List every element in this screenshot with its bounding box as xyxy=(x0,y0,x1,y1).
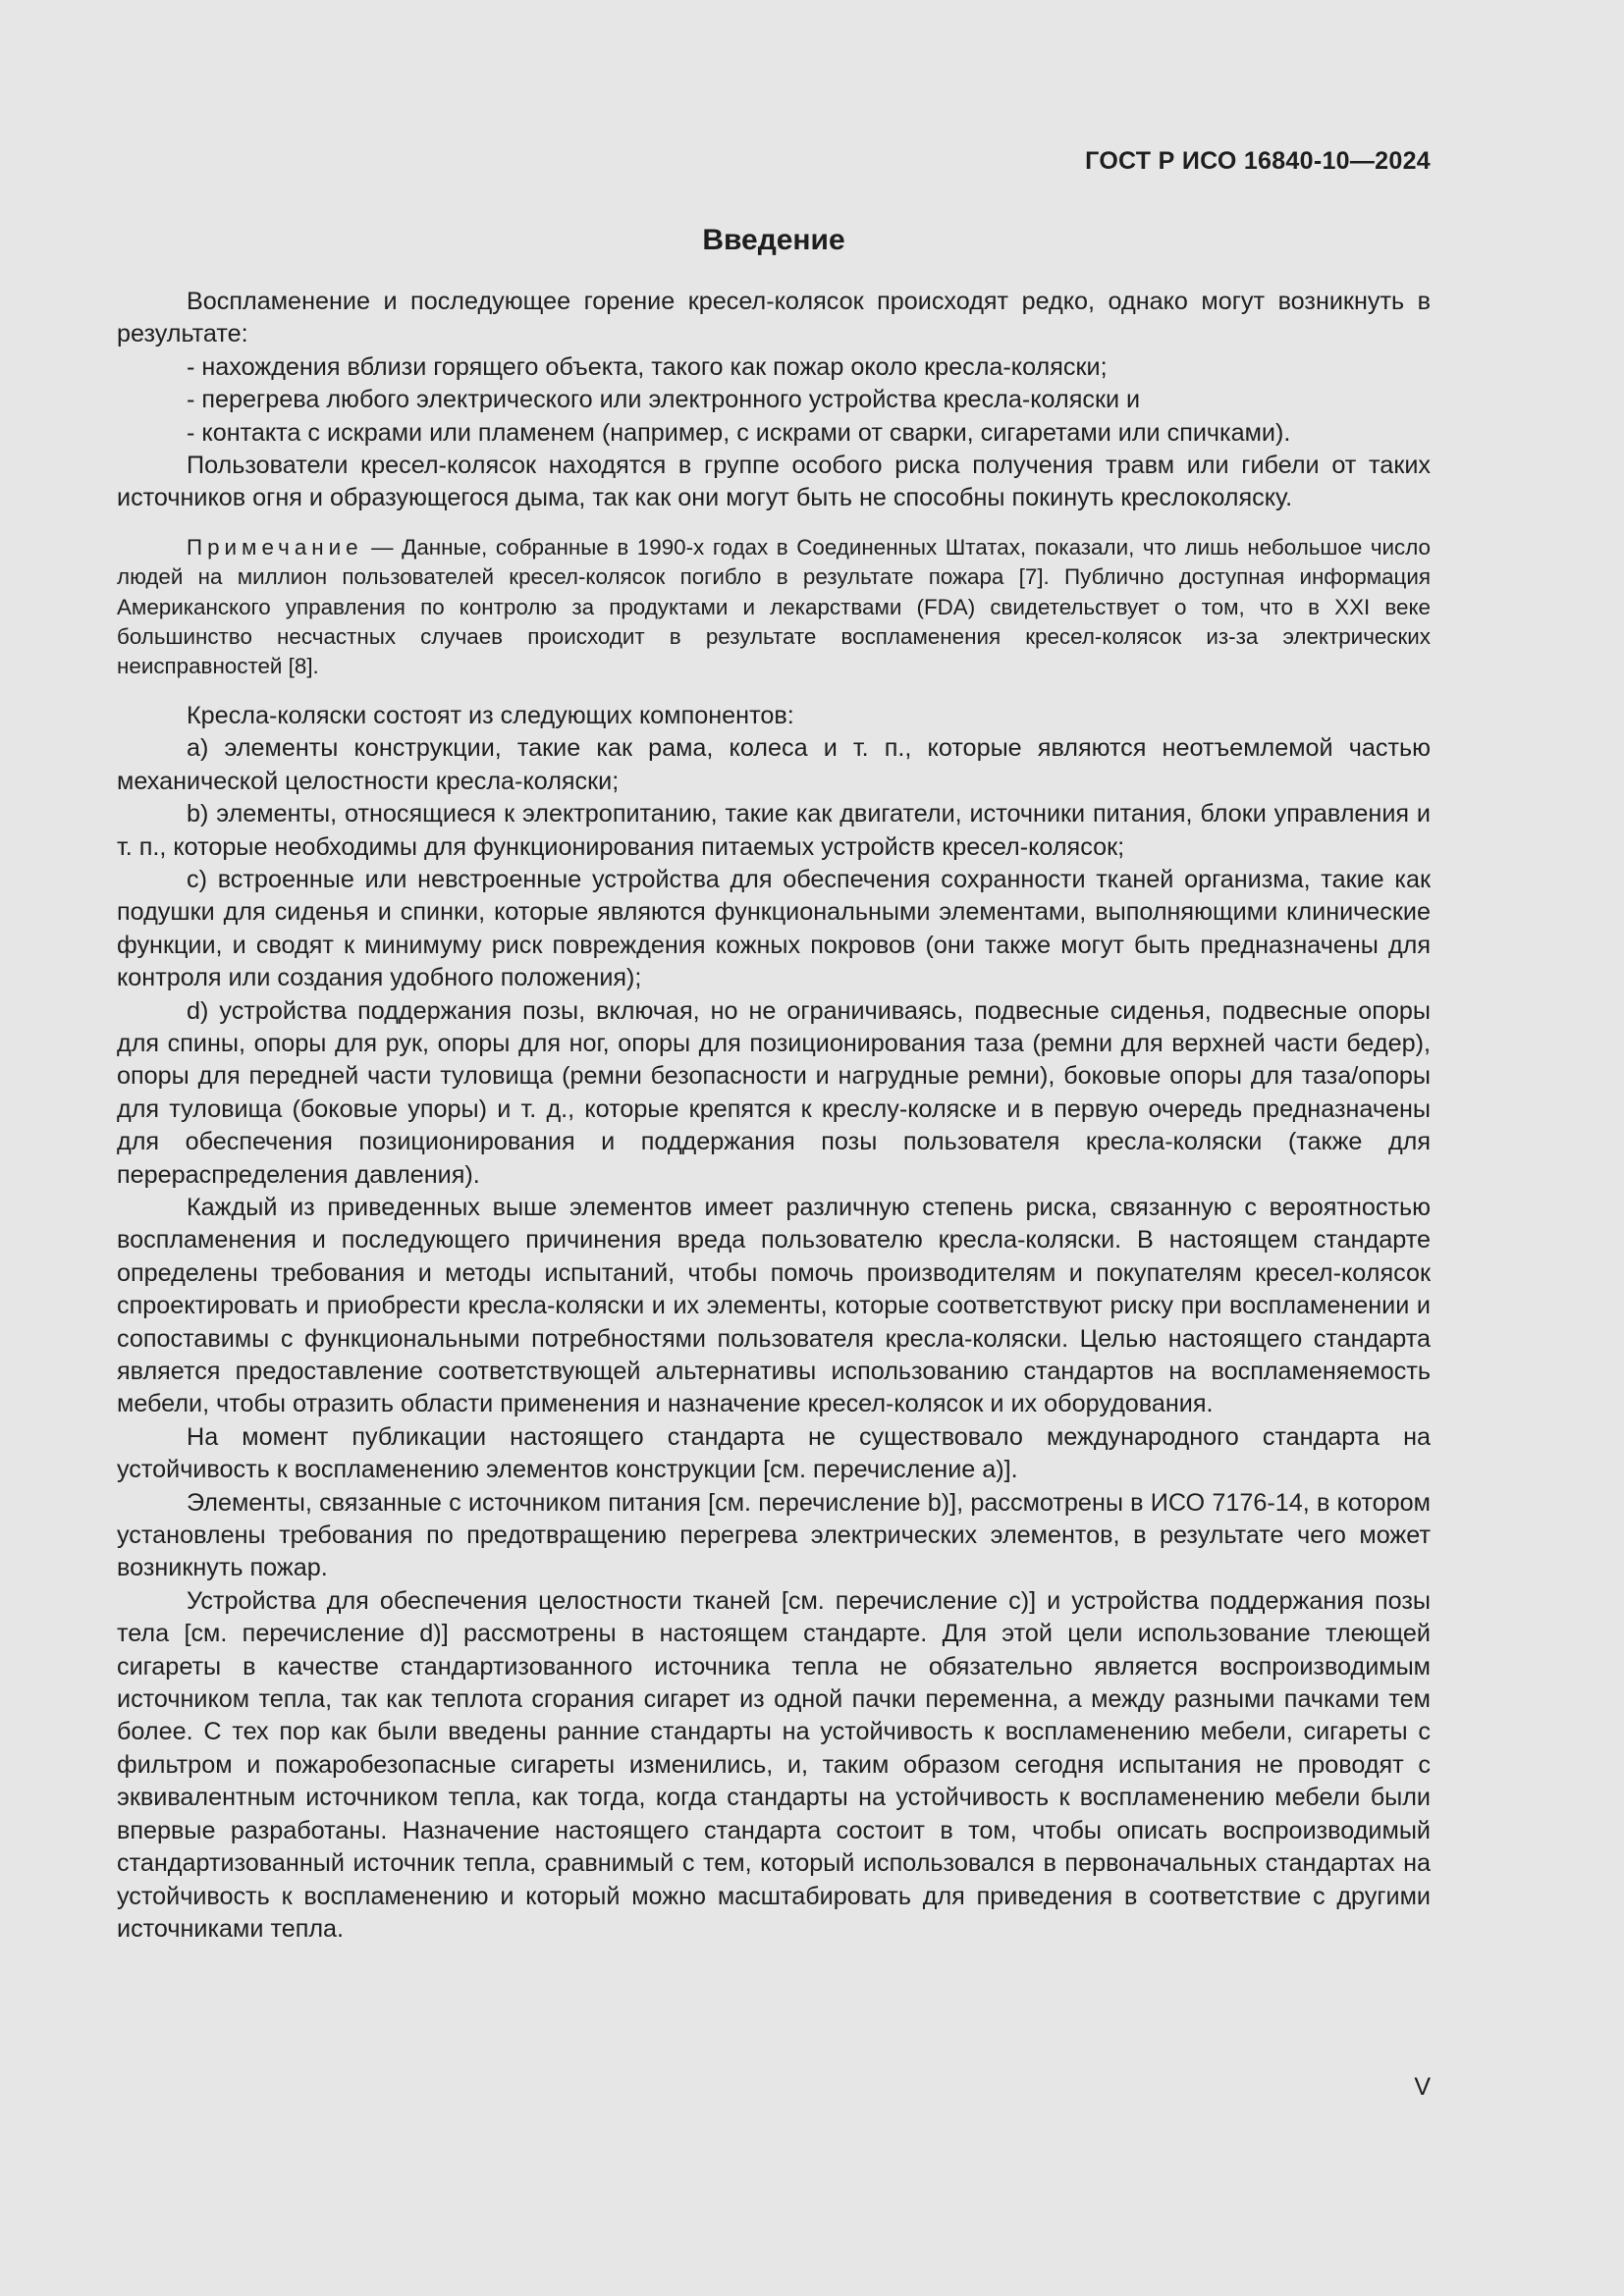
page-number: V xyxy=(1414,2073,1431,2101)
list-item: - перегрева любого электрического или электронного устройства кресла-коляски и xyxy=(187,386,1141,414)
list-item-d: d) устройства поддержания позы, включая, но не ограничиваясь, подвесные сиденья, подвесные опоры для спины, опоры для рук, опоры для ног, опоры для позиционирования таза (ремни для верхней части бедер), опоры для передней части туловища (ремни безопасности и нагрудные ремни), боковые опоры для таза/опоры для туловища (боковые упоры) и т. д., которые крепятся к креслу-коляске и в первую очередь предназначены для обеспечения позиционирования и поддержания позы пользователя кресла-коляски (также для перераспределения давления). xyxy=(117,996,1431,1189)
paragraph: Пользователи кресел-колясок находятся в группе особого риска получения травм или гибели от таких источников огня и образующегося дыма, так как они могут быть не способны покинуть креслоколяску. xyxy=(117,452,1431,512)
paragraph: Каждый из приведенных выше элементов имеет различную степень риска, связанную с вероятностью воспламенения и последующего причинения вреда пользователю кресла-коляски. В настоящем стандарте определены требования и методы испытаний, чтобы помочь производителям и покупателям кресел-колясок спроектировать и приобрести кресла-коляски и их элементы, которые соответствуют риску при воспламенении и сопоставимы с функциональными потребностями пользователя кресла-коляски. Целью настоящего стандарта является предоставление соответствующей альтернативы использованию стандартов на воспламеняемость мебели, чтобы отразить области применения и назначение кресел-колясок и их оборудования. xyxy=(117,1193,1431,1418)
note-text: — Данные, собранные в 1990-х годах в Соединенных Штатах, показали, что лишь небольшое число людей на миллион пользователей кресел-колясок погибло в результате пожара [7]. Публично доступная информация Американского управления по контролю за продуктами и лекарствами (FDA) свидетельствует о том, что в XXI веке большинство несчастных случаев происходит в результате воспламенения кресел-колясок из-за электрических неисправностей [8]. xyxy=(117,534,1431,679)
list-item-a: a) элементы конструкции, такие как рама, колеса и т. п., которые являются неотъемлемой частью механической целостности кресла-коляски; xyxy=(117,734,1431,795)
paragraph: На момент публикации настоящего стандарта не существовало международного стандарта на устойчивость к воспламенению элементов конструкции [см. перечисление а)]. xyxy=(117,1422,1431,1484)
paragraph: Кресла-коляски состоят из следующих компонентов: xyxy=(187,701,794,729)
note-label: Примечание xyxy=(187,534,363,560)
list-item-c: c) встроенные или невстроенные устройства для обеспечения сохранности тканей организма, такие как подушки для сиденья и спинки, которые являются функциональными элементами, выполняющими клинические функции, и сводят к минимуму риск повреждения кожных покровов (они также могут быть предназначены для контроля или создания удобного положения); xyxy=(117,865,1431,992)
list-item-b: b) элементы, относящиеся к электропитанию, такие как двигатели, источники питания, блоки управления и т. п., которые необходимы для функционирования питаемых устройств кресел-колясок; xyxy=(117,800,1431,861)
paragraph: Элементы, связанные с источником питания [см. перечисление b)], рассмотрены в ИСО 7176-14, в котором установлены требования по предотвращению перегрева электрических элементов, в результате чего может возникнуть пожар. xyxy=(117,1488,1431,1582)
list-item: - контакта с искрами или пламенем (например, с искрами от сварки, сигаретами или спичками). xyxy=(187,418,1291,447)
standard-code: ГОСТ Р ИСО 16840-10—2024 xyxy=(1085,147,1431,175)
note xyxy=(117,533,1431,682)
list-item: - нахождения вблизи горящего объекта, такого как пожар около кресла-коляски; xyxy=(187,352,1108,381)
section-title: Введение xyxy=(702,224,845,256)
paragraph: Устройства для обеспечения целостности тканей [см. перечисление с)] и устройства поддержания позы тела [см. перечисление d)] рассмотрены в настоящем стандарте. Для этой цели использование тлеющей сигареты в качестве стандартизованного источника тепла не обязательно является воспроизводимым источником тепла, так как теплота сгорания сигарет из одной пачки переменна, а между разными пачками тем более. С тех пор как были введены ранние стандарты на устойчивость к воспламенению мебели, сигареты с фильтром и пожаробезопасные сигареты изменились, и, таким образом сегодня испытания не проводят с эквивалентным источником тепла, как тогда, когда стандарты на устойчивость к воспламенению мебели были впервые разработаны. Назначение настоящего стандарта состоит в том, чтобы описать воспроизводимый стандартизованный источник тепла, сравнимый с тем, который использовался в первоначальных стандартах на устойчивость к воспламенению и который можно масштабировать для приведения в соответствие с другими источниками тепла. xyxy=(117,1586,1431,1943)
document-body xyxy=(117,286,1431,1946)
paragraph: Воспламенение и последующее горение кресел-колясок происходят редко, однако могут возникнуть в результате: xyxy=(117,288,1431,348)
